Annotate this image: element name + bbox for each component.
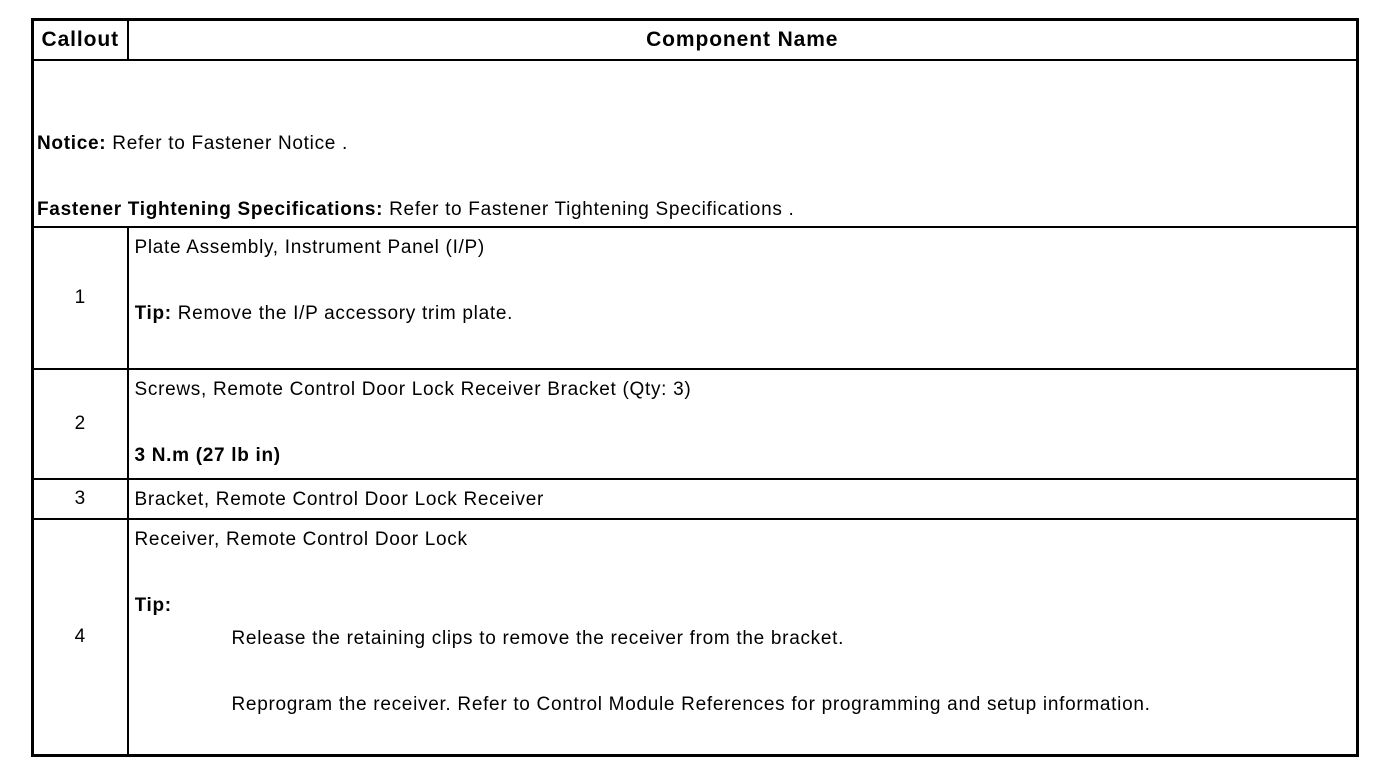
table-header-row	[33, 20, 1358, 60]
tip-step: Reprogram the receiver. Refer to Control Module References for programming and setup information.	[231, 693, 1151, 715]
component-cell	[128, 369, 1358, 479]
component-name-column-header: Component Name	[128, 20, 1358, 60]
tip-text: Remove the I/P accessory trim plate.	[171, 302, 514, 324]
callout-column-header: Callout	[33, 20, 128, 60]
notice-cell	[33, 60, 1358, 227]
component-cell	[128, 227, 1358, 369]
spacer	[135, 406, 1353, 439]
component-cell	[128, 519, 1358, 756]
spacer	[135, 264, 1353, 297]
tip-step: Release the retaining clips to remove the receiver from the bracket.	[231, 627, 845, 649]
callout-number: 4	[33, 519, 128, 756]
fastener-notice-line	[37, 127, 1352, 160]
callout-number: 3	[33, 479, 128, 519]
fastener-spec-line	[37, 193, 1352, 226]
torque-spec: 3 N.m (27 lb in)	[134, 444, 281, 466]
fastener-spec-text: Refer to Fastener Tightening Specifications .	[383, 198, 795, 220]
component-name: Plate Assembly, Instrument Panel (I/P)	[134, 236, 485, 258]
tip-label: Tip:	[134, 302, 172, 324]
table-row-2	[33, 369, 1358, 479]
tip-label: Tip:	[134, 594, 172, 616]
tip-line	[135, 297, 1353, 330]
table-row-1	[33, 227, 1358, 369]
component-spec-table	[31, 18, 1359, 757]
component-name: Receiver, Remote Control Door Lock	[134, 528, 468, 550]
fastener-spec-label: Fastener Tightening Specifications:	[37, 198, 384, 220]
table-row-3	[33, 479, 1358, 519]
table-row-4	[33, 519, 1358, 756]
callout-number: 1	[33, 227, 128, 369]
callout-number: 2	[33, 369, 128, 479]
spacer	[37, 160, 1352, 193]
notice-row	[33, 60, 1358, 227]
notice-text: Refer to Fastener Notice .	[106, 132, 349, 154]
spacer	[135, 556, 1353, 589]
component-cell	[128, 479, 1358, 519]
spacer	[135, 655, 1353, 688]
component-name: Bracket, Remote Control Door Lock Receiver	[134, 488, 545, 510]
component-name: Screws, Remote Control Door Lock Receiver Bracket (Qty: 3)	[134, 378, 692, 400]
spacer	[37, 61, 1352, 127]
notice-label: Notice:	[37, 132, 107, 154]
